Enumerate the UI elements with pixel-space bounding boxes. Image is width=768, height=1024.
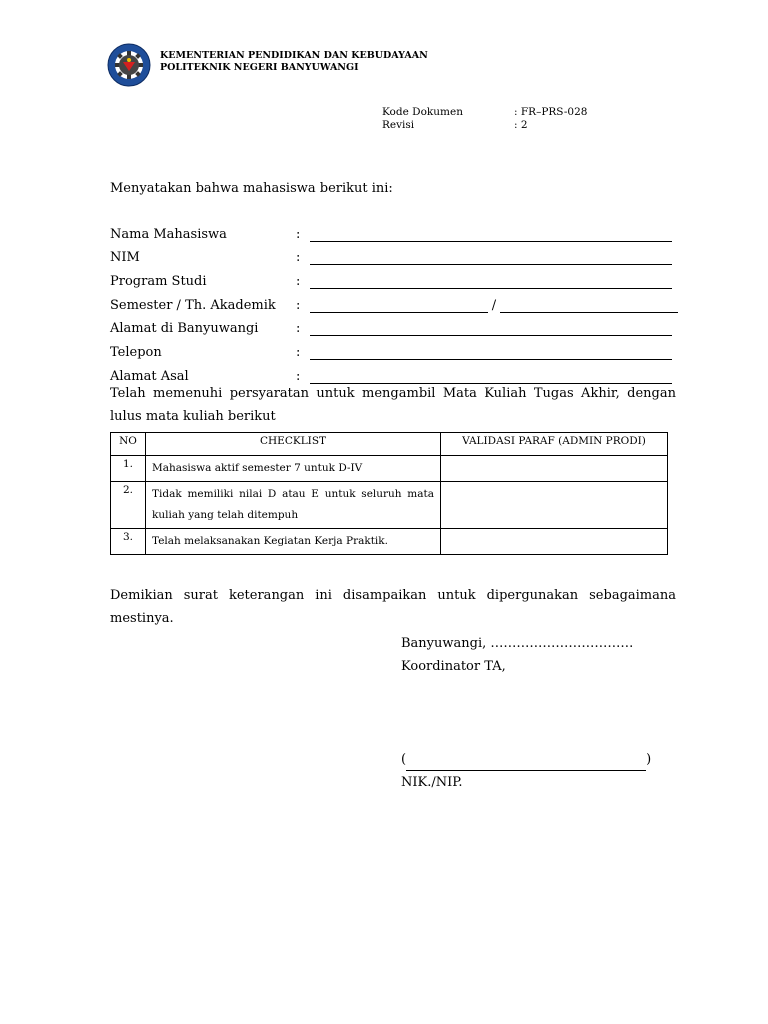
checklist-table [110, 432, 668, 555]
field-label: Program Studi [110, 274, 207, 290]
document-meta [382, 106, 587, 132]
requirement-statement: Telah memenuhi persyaratan untuk mengambil Mata Kuliah Tugas Akhir, dengan lulus mata kuliah berikut [110, 386, 676, 424]
checklist-item: Tidak memiliki nilai D atau E untuk seluruh mata kuliah yang telah ditempuh [146, 482, 441, 529]
nik-nip-label: NIK./NIP. [401, 775, 463, 790]
header-validation: VALIDASI PARAF (ADMIN PRODI) [441, 433, 668, 456]
field-alamat-banyuwangi [110, 313, 678, 337]
table-row [111, 456, 668, 482]
field-telepon [110, 336, 678, 360]
field-label: NIM [110, 250, 140, 266]
row-number: 3. [111, 529, 146, 555]
field-colon: : [296, 250, 301, 266]
fill-line[interactable] [310, 227, 672, 242]
close-paren: ) [646, 752, 652, 767]
fill-line-academic-year[interactable] [500, 298, 678, 313]
closing-text: Demikian surat keterangan ini disampaikan untuk dipergunakan sebagaimana mestinya. [110, 588, 676, 626]
institution-name: POLITEKNIK NEGERI BANYUWANGI [160, 62, 359, 73]
open-paren: ( [401, 752, 407, 767]
fill-line-semester[interactable] [310, 298, 488, 313]
field-label: Nama Mahasiswa [110, 226, 227, 242]
field-colon: : [296, 274, 301, 290]
signature-block [401, 632, 633, 678]
letterhead [106, 42, 428, 88]
intro-text: Menyatakan bahwa mahasiswa berikut ini: [110, 181, 393, 196]
field-label: Semester / Th. Akademik [110, 297, 276, 313]
validation-cell[interactable] [441, 529, 668, 555]
field-colon: : [296, 368, 301, 384]
signature-fill-line[interactable] [406, 756, 646, 771]
validation-cell[interactable] [441, 482, 668, 529]
student-fields [110, 218, 678, 384]
place-date: Banyuwangi, …………………………… [401, 636, 634, 651]
field-label: Alamat di Banyuwangi [110, 321, 259, 337]
revision-label: Revisi [382, 119, 415, 131]
field-colon: : [296, 297, 301, 313]
field-nama [110, 218, 678, 242]
fill-line[interactable] [310, 250, 672, 265]
field-nim [110, 242, 678, 266]
separator-slash: / [491, 297, 497, 313]
fill-line[interactable] [310, 345, 672, 360]
ministry-name: KEMENTERIAN PENDIDIKAN DAN KEBUDAYAAN [160, 50, 428, 61]
checklist-item: Telah melaksanakan Kegiatan Kerja Praktik. [146, 529, 441, 555]
signature-name-block [401, 748, 651, 794]
doc-code-label: Kode Dokumen [382, 106, 463, 118]
field-colon: : [296, 226, 301, 242]
header-no: NO [111, 433, 146, 456]
field-alamat-asal [110, 360, 678, 384]
fill-line[interactable] [310, 274, 672, 289]
field-program-studi [110, 265, 678, 289]
header-checklist: CHECKLIST [146, 433, 441, 456]
field-label: Alamat Asal [110, 368, 189, 384]
row-number: 1. [111, 456, 146, 482]
table-row [111, 529, 668, 555]
checklist-item: Mahasiswa aktif semester 7 untuk D-IV [146, 456, 441, 482]
field-semester [110, 289, 678, 313]
validation-cell[interactable] [441, 456, 668, 482]
fill-line[interactable] [310, 321, 672, 336]
doc-code-value: : FR–PRS-028 [514, 106, 588, 118]
revision-value: : 2 [514, 119, 528, 131]
row-number: 2. [111, 482, 146, 529]
institution-gear-logo [106, 42, 152, 88]
table-header-row [111, 433, 668, 456]
signature-line [401, 748, 651, 771]
field-label: Telepon [110, 345, 162, 361]
table-row [111, 482, 668, 529]
coordinator-role: Koordinator TA, [401, 659, 506, 674]
field-colon: : [296, 345, 301, 361]
field-colon: : [296, 321, 301, 337]
